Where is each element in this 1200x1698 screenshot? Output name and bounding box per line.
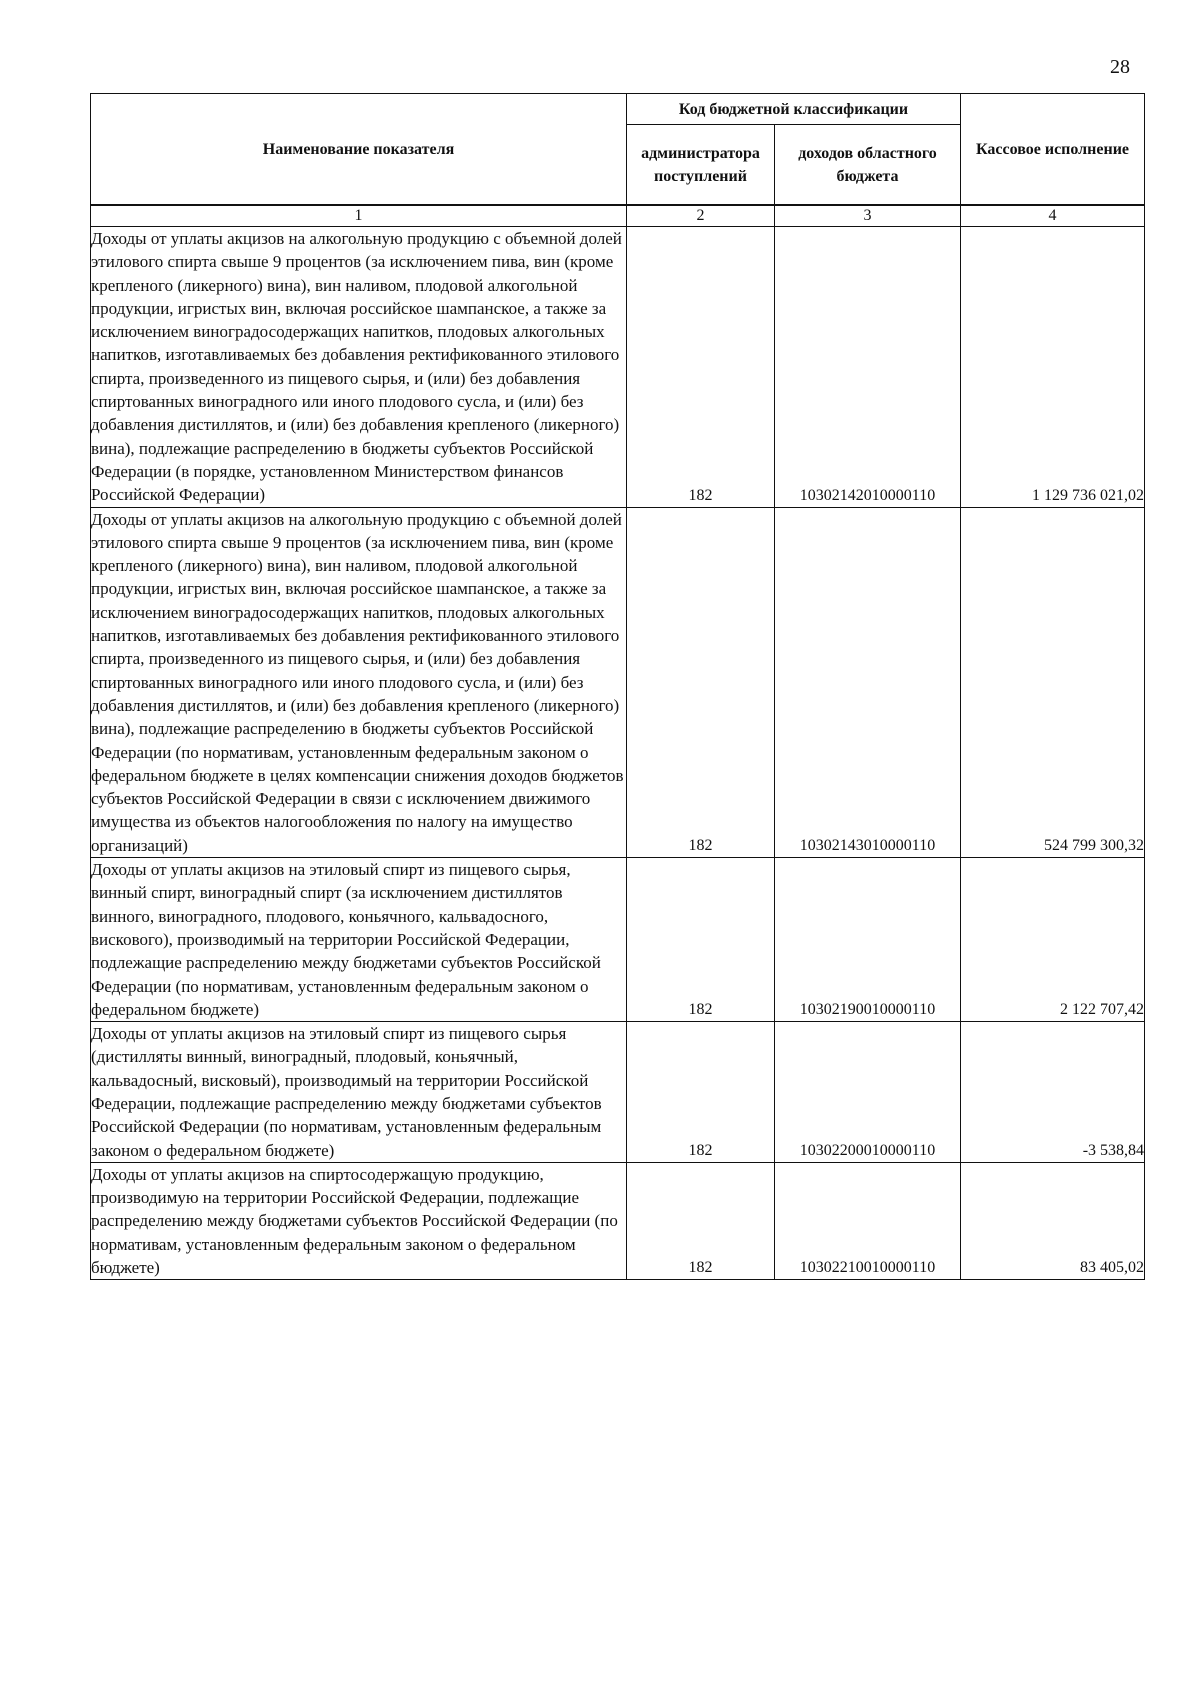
revenue-code: 10302142010000110 (775, 227, 961, 508)
table-row (91, 1022, 1145, 1163)
administrator-code: 182 (627, 227, 775, 508)
revenue-code: 10302210010000110 (775, 1162, 961, 1279)
cash-execution-amount: 2 122 707,42 (961, 858, 1145, 1022)
indicator-name: Доходы от уплаты акцизов на спиртосодержащую продукцию, производимую на территории Российской Федерации, подлежащие распределению между бюджетами субъектов Российской Федерации (по нормативам, установленным федеральным законом о федеральном бюджете) (91, 1162, 627, 1279)
revenue-code: 10302200010000110 (775, 1022, 961, 1163)
table-row (91, 1162, 1145, 1279)
revenue-code: 10302190010000110 (775, 858, 961, 1022)
table-row (91, 858, 1145, 1022)
header-cash-execution: Кассовое исполнение (961, 94, 1145, 206)
cash-execution-amount: 524 799 300,32 (961, 507, 1145, 857)
administrator-code: 182 (627, 1162, 775, 1279)
cash-execution-amount: 83 405,02 (961, 1162, 1145, 1279)
revenue-code: 10302143010000110 (775, 507, 961, 857)
header-budget-classification: Код бюджетной классификации (627, 94, 961, 125)
column-number: 4 (961, 205, 1145, 227)
indicator-name: Доходы от уплаты акцизов на этиловый спирт из пищевого сырья, винный спирт, виноградный спирт (за исключением дистиллятов винного, виноградного, плодового, коньячного, кальвадосного, вискового), производимый на территории Российской Федерации, подлежащие распределению между бюджетами субъектов Российской Федерации (по нормативам, установленным федеральным законом о федеральном бюджете) (91, 858, 627, 1022)
administrator-code: 182 (627, 1022, 775, 1163)
table-row (91, 507, 1145, 857)
header-administrator: администратора поступлений (627, 125, 775, 206)
table-row (91, 227, 1145, 508)
header-regional-budget-revenue: доходов областного бюджета (775, 125, 961, 206)
column-number: 1 (91, 205, 627, 227)
administrator-code: 182 (627, 858, 775, 1022)
page-number: 28 (1110, 56, 1130, 78)
revenue-table (90, 93, 1145, 1280)
indicator-name: Доходы от уплаты акцизов на алкогольную продукцию с объемной долей этилового спирта свыше 9 процентов (за исключением пива, вин (кроме крепленого (ликерного) вина), вин наливом, плодовой алкогольной продукции, игристых вин, включая российское шампанское, а также за исключением виноградосодержащих напитков, плодовых алкогольных напитков, изготавливаемых без добавления ректификованного этилового спирта, произведенного из пищевого сырья, и (или) без добавления спиртованных виноградного или иного плодового сусла, и (или) без добавления дистиллятов, и (или) без добавления крепленого (ликерного) вина), подлежащие распределению в бюджеты субъектов Российской Федерации (по нормативам, установленным федеральным законом о федеральном бюджете в целях компенсации снижения доходов бюджетов субъектов Российской Федерации в связи с исключением движимого имущества из объектов налогообложения по налогу на имущество организаций) (91, 507, 627, 857)
administrator-code: 182 (627, 507, 775, 857)
column-number: 3 (775, 205, 961, 227)
indicator-name: Доходы от уплаты акцизов на алкогольную продукцию с объемной долей этилового спирта свыше 9 процентов (за исключением пива, вин (кроме крепленого (ликерного) вина), вин наливом, плодовой алкогольной продукции, игристых вин, включая российское шампанское, а также за исключением виноградосодержащих напитков, плодовых алкогольных напитков, изготавливаемых без добавления ректификованного этилового спирта, произведенного из пищевого сырья, и (или) без добавления спиртованных виноградного или иного плодового сусла, и (или) без добавления дистиллятов, и (или) без добавления крепленого (ликерного) вина), подлежащие распределению в бюджеты субъектов Российской Федерации (в порядке, установленном Министерством финансов Российской Федерации) (91, 227, 627, 508)
indicator-name: Доходы от уплаты акцизов на этиловый спирт из пищевого сырья (дистилляты винный, виноградный, плодовый, коньячный, кальвадосный, висковый), производимый на территории Российской Федерации, подлежащие распределению между бюджетами субъектов Российской Федерации (по нормативам, установленным федеральным законом о федеральном бюджете) (91, 1022, 627, 1163)
cash-execution-amount: 1 129 736 021,02 (961, 227, 1145, 508)
header-indicator-name: Наименование показателя (91, 94, 627, 206)
cash-execution-amount: -3 538,84 (961, 1022, 1145, 1163)
column-number: 2 (627, 205, 775, 227)
